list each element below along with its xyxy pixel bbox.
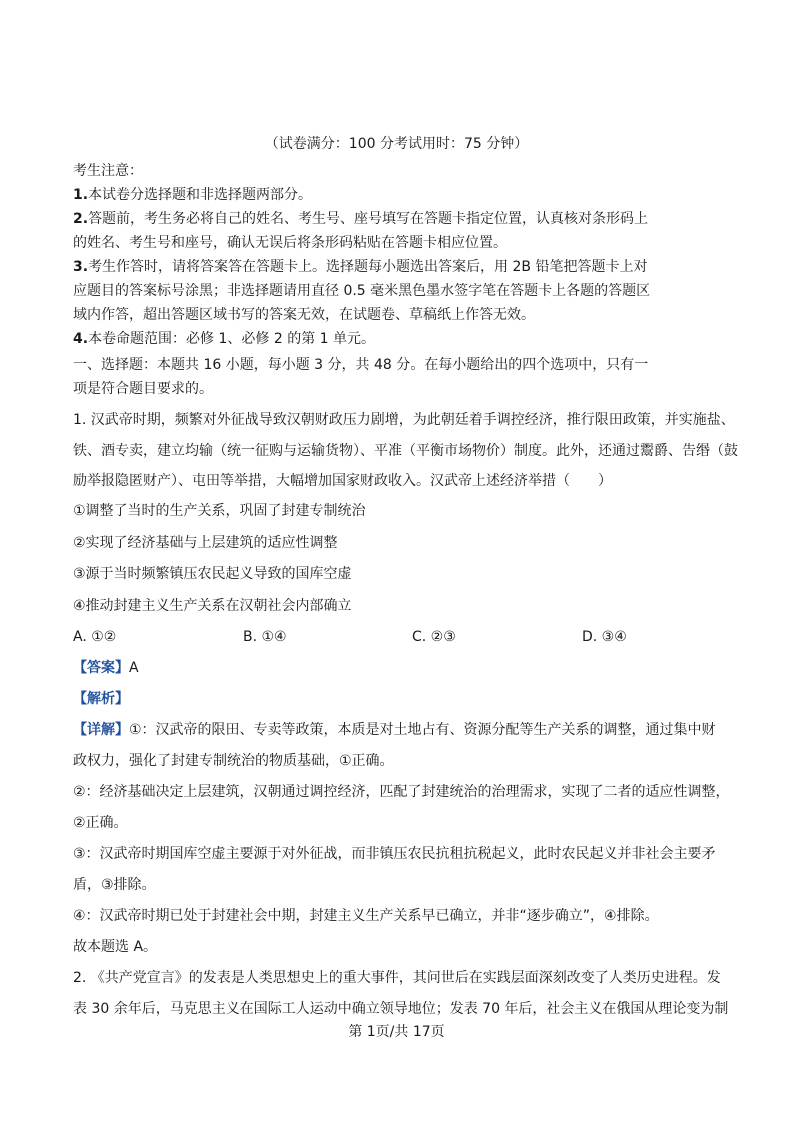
notice-item-1-text: 本试卷分选择题和非选择题两部分。 (88, 187, 313, 203)
notice-item-3-text-b: 应题目的答案标号涂黑；非选择题请用直径 0.5 毫米黑色墨水签字笔在答题卡上各题的答题区 (73, 283, 651, 299)
q2-stem-a: 2. 《共产党宣言》的发表是人类思想史上的重大事件，其问世后在实践层面深刻改变了人类历史进程。发 (73, 970, 721, 986)
notice-item-3-number: 3. (73, 259, 89, 275)
notice-item-2-text-a: 答题前，考生务必将自己的姓名、考生号、座号填写在答题卡指定位置，认真核对条形码上 (88, 211, 649, 227)
q1-analysis-tag: 【解析】 (73, 691, 129, 707)
notice-item-3-text-a: 考生作答时，请将答案答在答题卡上。选择题每小题选出答案后，用 2B 铅笔把答题卡上对 (88, 259, 648, 275)
notice-item-4 (73, 330, 375, 348)
q1-stem-b: 铁、酒专卖，建立均输（统一征购与运输货物）、平准（平衡市场物价）制度。此外，还通过鬻爵、告缗（鼓 (73, 443, 738, 459)
q1-option-c: C. ②③ (412, 629, 456, 645)
notice-title: 考生注意： (73, 163, 143, 179)
q1-statement-1: ①调整了当时的生产关系，巩固了封建专制统治 (73, 503, 366, 519)
q2-stem-b: 表 30 余年后，马克思主义在国际工人运动中确立领导地位；发表 70 年后，社会主义在俄国从理论变为制 (73, 1001, 729, 1017)
q1-option-a: A. ①② (73, 629, 117, 645)
section-heading-a: 一、选择题：本题共 16 小题，每小题 3 分，共 48 分。在每小题给出的四个选项中，只有一 (73, 357, 649, 373)
notice-item-2 (73, 210, 648, 228)
page-footer: 第 1页/共 17页 (348, 1024, 445, 1040)
answer-tag: 【答案】 (73, 660, 129, 676)
q1-detail-1a (73, 721, 716, 739)
notice-item-3-text-c: 域内作答，超出答题区域书写的答案无效，在试题卷、草稿纸上作答无效。 (73, 307, 535, 323)
notice-item-1 (73, 186, 312, 204)
q1-detail-1b: 政权力，强化了封建专制统治的物质基础，①正确。 (73, 753, 394, 769)
notice-item-2-number: 2. (73, 211, 89, 227)
exam-info-header: （试卷满分：100 分考试用时：75 分钟） (264, 136, 529, 152)
notice-item-4-text: 本卷命题范围：必修 1、必修 2 的第 1 单元。 (88, 331, 376, 347)
notice-item-1-number: 1. (73, 187, 89, 203)
answer-value: A (129, 660, 139, 676)
q1-stem-c: 励举报隐匿财产）、屯田等举措，大幅增加国家财政收入。汉武帝上述经济举措（ ） (73, 473, 612, 489)
q1-option-b: B. ①④ (243, 629, 287, 645)
q1-detail-3a: ③：汉武帝时期国库空虚主要源于对外征战，而非镇压农民抗租抗税起义，此时农民起义并非社会主要矛 (73, 846, 716, 862)
notice-item-3 (73, 258, 647, 276)
q1-detail-2b: ②正确。 (73, 815, 128, 831)
notice-item-4-number: 4. (73, 331, 89, 347)
section-heading-b: 项是符合题目要求的。 (73, 381, 213, 397)
q1-stem-a: 1. 汉武帝时期，频繁对外征战导致汉朝财政压力剧增，为此朝廷着手调控经济，推行限田政策，并实施盐、 (73, 412, 735, 428)
detail-tag: 【详解】 (73, 722, 129, 738)
q1-detail-3b: 盾，③排除。 (73, 877, 156, 893)
q1-detail-4: ④：汉武帝时期已处于封建社会中期，封建主义生产关系早已确立，并非“逐步确立”，④排除。 (73, 908, 659, 924)
q1-statement-3: ③源于当时频繁镇压农民起义导致的国库空虚 (73, 566, 352, 582)
q1-statement-2: ②实现了经济基础与上层建筑的适应性调整 (73, 535, 338, 551)
q1-statement-4: ④推动封建主义生产关系在汉朝社会内部确立 (73, 598, 352, 614)
q1-conclusion: 故本题选 A。 (73, 939, 158, 955)
detail-1a-text: ①：汉武帝的限田、专卖等政策，本质是对土地占有、资源分配等生产关系的调整，通过集中财 (129, 722, 716, 738)
q1-answer (73, 659, 139, 677)
q1-option-d: D. ③④ (582, 629, 627, 645)
q1-detail-2a: ②：经济基础决定上层建筑，汉朝通过调控经济，匹配了封建统治的治理需求，实现了二者的适应性调整， (73, 784, 730, 800)
notice-item-2-text-b: 的姓名、考生号和座号，确认无误后将条形码粘贴在答题卡相应位置。 (73, 235, 507, 251)
